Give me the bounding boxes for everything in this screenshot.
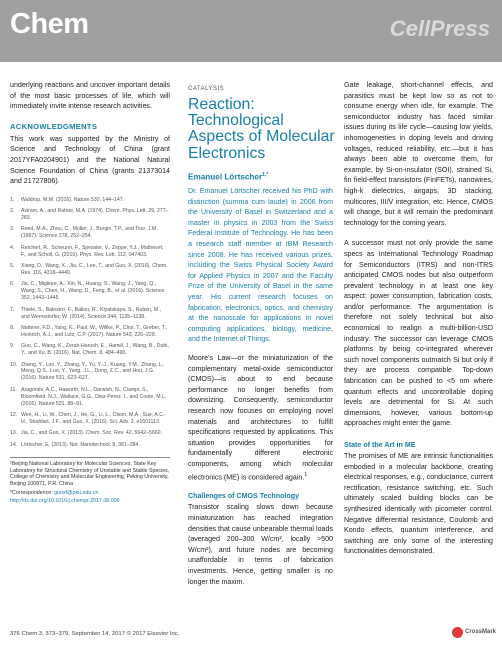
reference-number: 12. <box>10 412 18 418</box>
reference-number: 9. <box>10 343 15 350</box>
correspondence-email-link[interactable]: guoxf@pku.edu.cn <box>54 490 99 497</box>
reference-item <box>10 362 170 383</box>
journal-header-bar <box>0 0 502 62</box>
left-column <box>10 80 170 505</box>
moores-law-paragraph <box>188 353 333 482</box>
article-title: Reaction: Technological Aspects of Molecular Electronics <box>188 96 335 162</box>
author-name <box>188 172 268 182</box>
intro-text: underlying reactions and uncover important details of the most basic processes of life, which will immediately invite intense research activities. <box>10 81 170 111</box>
affiliation: ¹Beijing National Laboratory for Molecular Sciences, State Key Laboratory for Structural Chemistry of Unstable and Stable Species, College of Chemistry and Molecular Engineering, Peking University, Beijing 100871, P.R. China <box>10 460 170 488</box>
reference-item <box>10 197 170 204</box>
reference-number: 13. <box>10 430 18 437</box>
reference-number: 8. <box>10 324 15 331</box>
reference-number: 1. <box>10 196 15 203</box>
reference-number: 10. <box>10 361 18 368</box>
correspondence-label: *Correspondence: <box>10 490 55 497</box>
reference-mark: 1 <box>304 471 308 478</box>
acknowledgments-heading: ACKNOWLEDGMENTS <box>10 121 98 131</box>
middle-column-body <box>188 353 333 587</box>
reference-item <box>10 412 170 426</box>
state-of-art-paragraph: The promises of ME are intrinsic functionalities embodied in a molecular backbone, creating electrical responses, e.g., conductance, current rectification, resistance switching, etc. Such ultimately scaled building blocks can be synthesized identically with picometer control. Negative differential resistance, Coulomb and Kondo effects, quantum interference, and switching are only some of the interesting functionalities demonstrated. <box>344 452 493 556</box>
journal-title: Chem <box>10 8 89 40</box>
reference-item <box>10 208 170 222</box>
reference-number: 5. <box>10 263 15 270</box>
reference-item <box>10 245 170 259</box>
reference-number: 3. <box>10 226 15 233</box>
successor-paragraph: A successor must not only provide the same specs as International Technology Roadmap for Semiconductors (ITRS) and non-ITRS anticipated CMOS nodes but also outperform prevalent technology in at least one key aspect: power consumption, fabrication costs, and/or performance. The argumentation is therefore not solely technical but also economical to realign a multi-billion-USD industry. The successor can leverage CMOS platforms by being co-integrated wherever such novel components outmatch Si but only if they are process compatible. Top-down fabrication can be pushed to <5 nm where quantum effects and uncontrollable doping levels are detrimental for Si. At such dimensions, however, various bottom-up approaches might enter the game. <box>344 239 493 428</box>
page-footer: 376 Chem 3, 373–379, September 14, 2017 © 2017 Elsevier Inc. <box>10 631 180 637</box>
reference-text: Zhang, Y., Luo, Y., Zhang, Y., Yu, Y.-J., Kuang, Y.M., Zhang, L., Meng, Q.S., Luo, Y., Yang, J.L., Dong, Z.C., and Hou, J.G. (2016). Nature 531, 623–627. <box>21 361 165 382</box>
reference-list <box>10 197 170 449</box>
reference-text: Guo, C., Wang, K., Zerah-Harush, E., Hamill, J., Wang, B., Dubi, Y., and Xu, B. (2016). Nat. Chem. 8, 484–490. <box>21 343 169 357</box>
challenges-heading: Challenges of CMOS Technology <box>188 492 300 501</box>
gate-leakage-paragraph: Gate leakage, short-channel effects, and parasitics must be kept low so as not to consume energy when idle, for example. The semiconductor industry has faced similar issues during its life cycle—causing low yields, inhomogeneities in doping levels and driving voltages, reduced reliability, etc.—but it has always been able to overcome them, for example, by Si-on-insulator (SOI), strained Si, fin field-effect transistors (FinFETs), nanowires, high-k dielectrics, airgaps, 3D stacking, multicores, III/V integration, etc. Hence, CMOS will change, but it will remain the predominant technology for the coming years. <box>344 81 493 227</box>
reference-item <box>10 442 170 449</box>
reference-number: 2. <box>10 208 15 215</box>
reference-text: Natterer, F.D., Yang, K., Paul, W., Willke, P., Choi, T., Greber, T., Heinrich, A.J., and Lutz, C.P. (2017). Nature 543, 226–228. <box>21 324 168 338</box>
reference-number: 7. <box>10 306 15 313</box>
reference-text: Lörtscher, E. (2013). Nat. Nanotechnol. 8, 381–384. <box>21 441 140 448</box>
reference-number: 6. <box>10 281 15 288</box>
reference-text: Aragonès, A.C., Haworth, N.L., Darwish, N., Ciampi, S., Bloomfield, N.J., Wallace, G.G., Diez-Perez, I., and Coote, M.L. (2016). Nature 531, 88–91. <box>21 386 167 407</box>
publisher-logo: CellPress <box>389 16 490 41</box>
crossmark-icon <box>452 627 463 638</box>
correspondence <box>10 490 170 497</box>
section-label: CATALYSIS <box>188 86 225 92</box>
acknowledgments-text: This work was supported by the Ministry of Science and Technology of China (grant 2017YFA0204901) and the National Natural Science Foundation of China (grants 21373014 and 21727806). <box>10 134 170 186</box>
footnote-divider <box>10 457 170 458</box>
reference-text: Waldrop, M.M. (2016). Nature 530, 144–147. <box>21 196 125 203</box>
reference-text: Xiang, D., Wang, X., Jia, C., Lee, T., and Guo, X. (2016). Chem. Rev. 116, 4318–4440. <box>21 263 168 276</box>
reference-number: 14. <box>10 441 18 448</box>
reference-item <box>10 307 170 321</box>
doi-link[interactable]: http://dx.doi.org/10.1016/j.chempr.2017.08.006 <box>10 498 120 505</box>
author-mark: 1,* <box>262 172 269 178</box>
moores-law-text: Moore's Law—or the miniaturization of the complementary metal-oxide semiconductor (CMOS)—is about to end because performance no longer benefits from downsizing. Consequently, semiconductor research now focuses on employing novel materials and architectures to fulfill specifications requested by applications. This situation provides opportunities for fundamentally different electronic components, among which molecular electronics (ME) is considered again. <box>188 354 333 481</box>
reference-text: Reed, M.A., Zhou, C., Muller, J., Burgin, T.P., and Tour, J.M. (1997). Science 278, 252–254. <box>21 226 158 240</box>
reference-item <box>10 387 170 408</box>
reference-text: Thiele, S., Balestro, F., Ballou, R., Klyatskaya, S., Ruben, M., and Wernsdorfer, W. (2014). Science 344, 1135–1138. <box>21 306 162 320</box>
reference-item <box>10 226 170 240</box>
reference-text: Reichert, R., Scheurer, F., Spessler, V., Zeppe, Y.J., Mathevet, F., and Scholl, G. (2016). Phys. Rev. Lett. 112, 047403. <box>21 244 164 258</box>
reference-number: 4. <box>10 244 15 251</box>
reference-item <box>10 430 170 437</box>
right-column <box>344 80 493 557</box>
crossmark-label: CrossMark <box>465 629 497 635</box>
state-of-art-heading: State of the Art in ME <box>344 441 416 449</box>
reference-text: Jia, C., and Guo, X. (2013). Chem. Soc. Rev. 42, 5642–5660. <box>21 430 162 437</box>
reference-item <box>10 281 170 302</box>
reference-item <box>10 325 170 339</box>
reference-item <box>10 263 170 277</box>
author-name-text: Emanuel Lörtscher <box>188 172 263 182</box>
reference-text: Wen, H., Li, W., Chen, J., He, G., Li, L., Olson, M.A., Sue, A.C.-H., Stoddart, J.F., and Guo, X. (2016). Sci. Adv. 2, e1601113. <box>21 412 167 425</box>
reference-text: Aviram, A., and Ratner, M.A. (1974). Chem. Phys. Lett. 29, 277–283. <box>21 208 169 222</box>
reference-item <box>10 343 170 357</box>
reference-text: Jia, C., Migliore, A., Xin, N., Huang, S., Wang, J., Yang, Q., Wang, S., Chen, H., Wang, D., Feng, B., et al. (2016). Science 352, 1443–1445. <box>21 281 165 302</box>
author-bio: Dr. Emanuel Lörtscher received his PhD with distinction (summa cum laude) in 2006 from the University of Basel in Switzerland and a master in physics in 2003 from the Swiss Federal Institute of Technology. He has been a research staff member at IBM Research since 2008. He has received various prizes, including the Swiss Physical Society Award for Applied Physics in 2007 and the Faculty Prize of the University of Basel in the same year. His current research focuses on fabrication, electronics, optics, and chemistry at the nanoscale for applications in novel computing applications, biology, medicine, and the Internet of Things. <box>188 187 333 344</box>
reference-number: 11. <box>10 386 17 393</box>
challenges-paragraph: Transistor scaling slows down because miniaturization has reached integration densities that cause unbearable thermal loads (averaged 200–300 W/cm², locally >500 W/cm²), and future nodes are becoming unaffordable in terms of fabrication investments. Hence, getting smaller is no longer the maxim. <box>188 503 333 586</box>
crossmark-badge[interactable] <box>452 626 497 640</box>
